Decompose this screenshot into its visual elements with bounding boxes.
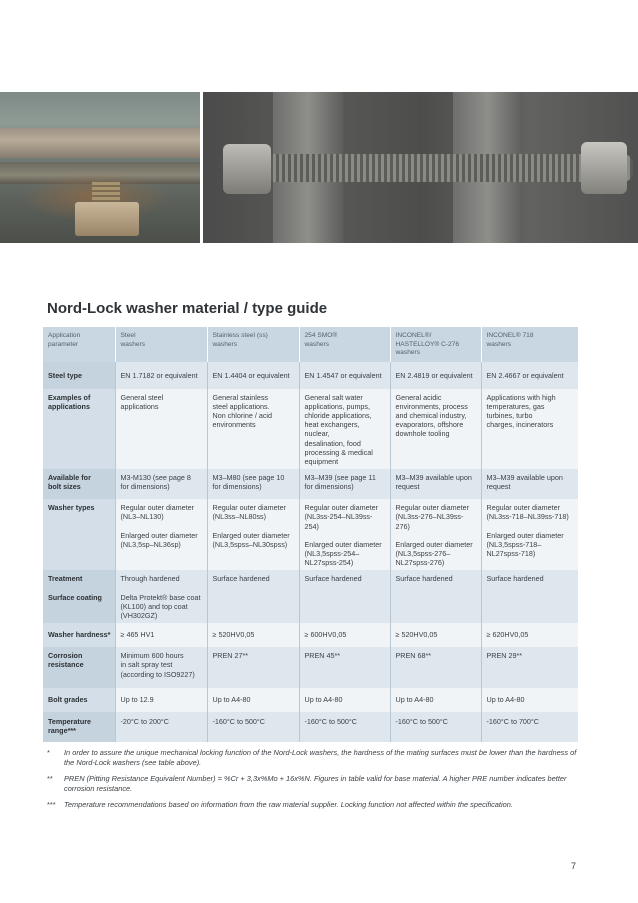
- header-photos: [0, 92, 638, 243]
- table-cell: ≥ 465 HV1: [115, 623, 207, 647]
- footnotes: [47, 748, 587, 816]
- table-cell: Surface hardened: [481, 570, 578, 623]
- table-cell: -160°C to 500°C: [299, 712, 390, 742]
- footnote-text: Temperature recommendations based on information from the raw material supplier. Locking function not affected within the specification.: [64, 800, 513, 809]
- table-cell: Minimum 600 hours in salt spray test (according to ISO9227): [115, 647, 207, 688]
- photo-threaded-rod: [203, 92, 638, 243]
- cell-line: Regular outer diameter (NL3ss-718–NL39ss-718): [486, 503, 569, 522]
- table-cell: Up to A4-80: [481, 688, 578, 712]
- header-254smo: 254 SMO® washers: [299, 327, 390, 362]
- table-cell: -160°C to 500°C: [207, 712, 299, 742]
- footnote: [47, 800, 587, 810]
- photo-rusted-bolt: [0, 92, 200, 243]
- table-row: [43, 712, 578, 742]
- row-label: Examples of applications: [43, 389, 115, 470]
- row-label: Steel type: [43, 362, 115, 389]
- table-cell: General acidic environments, process and chemical industry, evaporators, offshore downhole tooling: [390, 389, 481, 470]
- table-cell: Surface hardened: [299, 570, 390, 623]
- row-label-line: Treatment: [48, 574, 83, 584]
- cell-line: Enlarged outer diameter (NL3,5spss–NL30spss): [212, 530, 290, 549]
- cell-line: Through hardened: [120, 574, 180, 584]
- table-cell: [481, 499, 578, 570]
- table-cell: [207, 499, 299, 570]
- footnote-text: In order to assure the unique mechanical locking function of the Nord-Lock washers, the hardness of the mating surfaces must be lower than the hardness of the Nord-Lock washers (see table above).: [64, 748, 577, 767]
- row-label: Temperature range***: [43, 712, 115, 742]
- table-row: [43, 469, 578, 499]
- cell-line: Regular outer diameter (NL3ss–NL80ss): [212, 503, 287, 522]
- table-row: [43, 623, 578, 647]
- table-cell: ≥ 620HV0,05: [481, 623, 578, 647]
- table-cell: M3–M39 available upon request: [390, 469, 481, 499]
- table-cell: M3–M39 available upon request: [481, 469, 578, 499]
- table-cell: -20°C to 200°C: [115, 712, 207, 742]
- table-cell: ≥ 600HV0,05: [299, 623, 390, 647]
- table-cell: PREN 29**: [481, 647, 578, 688]
- table-cell: PREN 27**: [207, 647, 299, 688]
- header-inconel-hastelloy: INCONEL®/ HASTELLOY® C-276 washers: [390, 327, 481, 362]
- page-number: 7: [571, 861, 577, 871]
- table-cell: General stainless steel applications. Non chlorine / acid environments: [207, 389, 299, 470]
- table-row: [43, 688, 578, 712]
- cell-line: Enlarged outer diameter (NL3,5spss-254– NL27spss-254): [304, 539, 382, 568]
- cell-line: Regular outer diameter (NL3–NL130): [120, 503, 195, 522]
- cell-line: Enlarged outer diameter (NL3,5sp–NL36sp): [120, 530, 198, 549]
- cell-line: Enlarged outer diameter (NL3,5spss-718– NL27spss-718): [486, 530, 564, 558]
- footnote-text: PREN (Pitting Resistance Equivalent Number) = %Cr + 3,3x%Mo + 16x%N. Figures in table valid for base material. A higher PRE number indicates better corrosion resistance.: [64, 774, 567, 793]
- material-type-table: [43, 327, 578, 742]
- cell-line: Delta Protekt® base coat (KL100) and top coat (VH302GZ): [120, 592, 201, 620]
- row-label: Washer types: [43, 499, 115, 570]
- table-cell: Up to A4-80: [299, 688, 390, 712]
- table-cell: Surface hardened: [390, 570, 481, 623]
- row-label: Corrosion resistance: [43, 647, 115, 688]
- page-title: Nord-Lock washer material / type guide: [47, 300, 328, 317]
- table-row: [43, 389, 578, 470]
- table-row: [43, 647, 578, 688]
- table-cell: EN 1.4404 or equivalent: [207, 362, 299, 389]
- table-cell: ≥ 520HV0,05: [207, 623, 299, 647]
- footnote-mark: *: [47, 748, 50, 757]
- footnote: [47, 774, 587, 794]
- table-cell: General salt water applications, pumps, chloride applications, heat exchangers, nuclear, desalination, food processing & medical equipment: [299, 389, 390, 470]
- table-row: [43, 570, 578, 623]
- table-cell: EN 2.4819 or equivalent: [390, 362, 481, 389]
- table-cell: -160°C to 500°C: [390, 712, 481, 742]
- row-label: Washer hardness*: [43, 623, 115, 647]
- footnote-mark: ***: [47, 800, 56, 809]
- cell-line: Regular outer diameter (NL3ss-254–NL39ss-254): [304, 503, 379, 531]
- header-application-parameter: Application parameter: [43, 327, 115, 362]
- footnote: [47, 748, 587, 768]
- table-cell: EN 1.7182 or equivalent: [115, 362, 207, 389]
- footnote-mark: **: [47, 774, 53, 783]
- table-cell: Up to A4-80: [207, 688, 299, 712]
- row-label: Bolt grades: [43, 688, 115, 712]
- table-cell: Applications with high temperatures, gas turbines, turbo charges, incinerators: [481, 389, 578, 470]
- table-header-row: [43, 327, 578, 362]
- table-cell: M3–M39 (see page 11 for dimensions): [299, 469, 390, 499]
- row-label: [43, 570, 115, 623]
- header-steel: Steel washers: [115, 327, 207, 362]
- table-cell: [115, 570, 207, 623]
- table-cell: ≥ 520HV0,05: [390, 623, 481, 647]
- table-cell: Up to 12.9: [115, 688, 207, 712]
- table-cell: M3–M80 (see page 10 for dimensions): [207, 469, 299, 499]
- table-cell: EN 1.4547 or equivalent: [299, 362, 390, 389]
- table-row: [43, 362, 578, 389]
- row-label-line: Surface coating: [48, 592, 102, 602]
- table-cell: [115, 499, 207, 570]
- table-cell: PREN 45**: [299, 647, 390, 688]
- table-cell: M3-M130 (see page 8 for dimensions): [115, 469, 207, 499]
- table-cell: General steel applications: [115, 389, 207, 470]
- table-cell: [390, 499, 481, 570]
- table-cell: EN 2.4667 or equivalent: [481, 362, 578, 389]
- cell-line: Regular outer diameter (NL3ss-276–NL39ss-276): [395, 503, 470, 531]
- table-cell: PREN 68**: [390, 647, 481, 688]
- row-label: Available for bolt sizes: [43, 469, 115, 499]
- table-row: [43, 499, 578, 570]
- header-stainless: Stainless steel (ss) washers: [207, 327, 299, 362]
- header-inconel-718: INCONEL® 718 washers: [481, 327, 578, 362]
- table-cell: [299, 499, 390, 570]
- table-cell: Up to A4-80: [390, 688, 481, 712]
- cell-line: Enlarged outer diameter (NL3,5spss-276– NL27spss-276): [395, 539, 473, 568]
- table-cell: -160°C to 700°C: [481, 712, 578, 742]
- table-cell: Surface hardened: [207, 570, 299, 623]
